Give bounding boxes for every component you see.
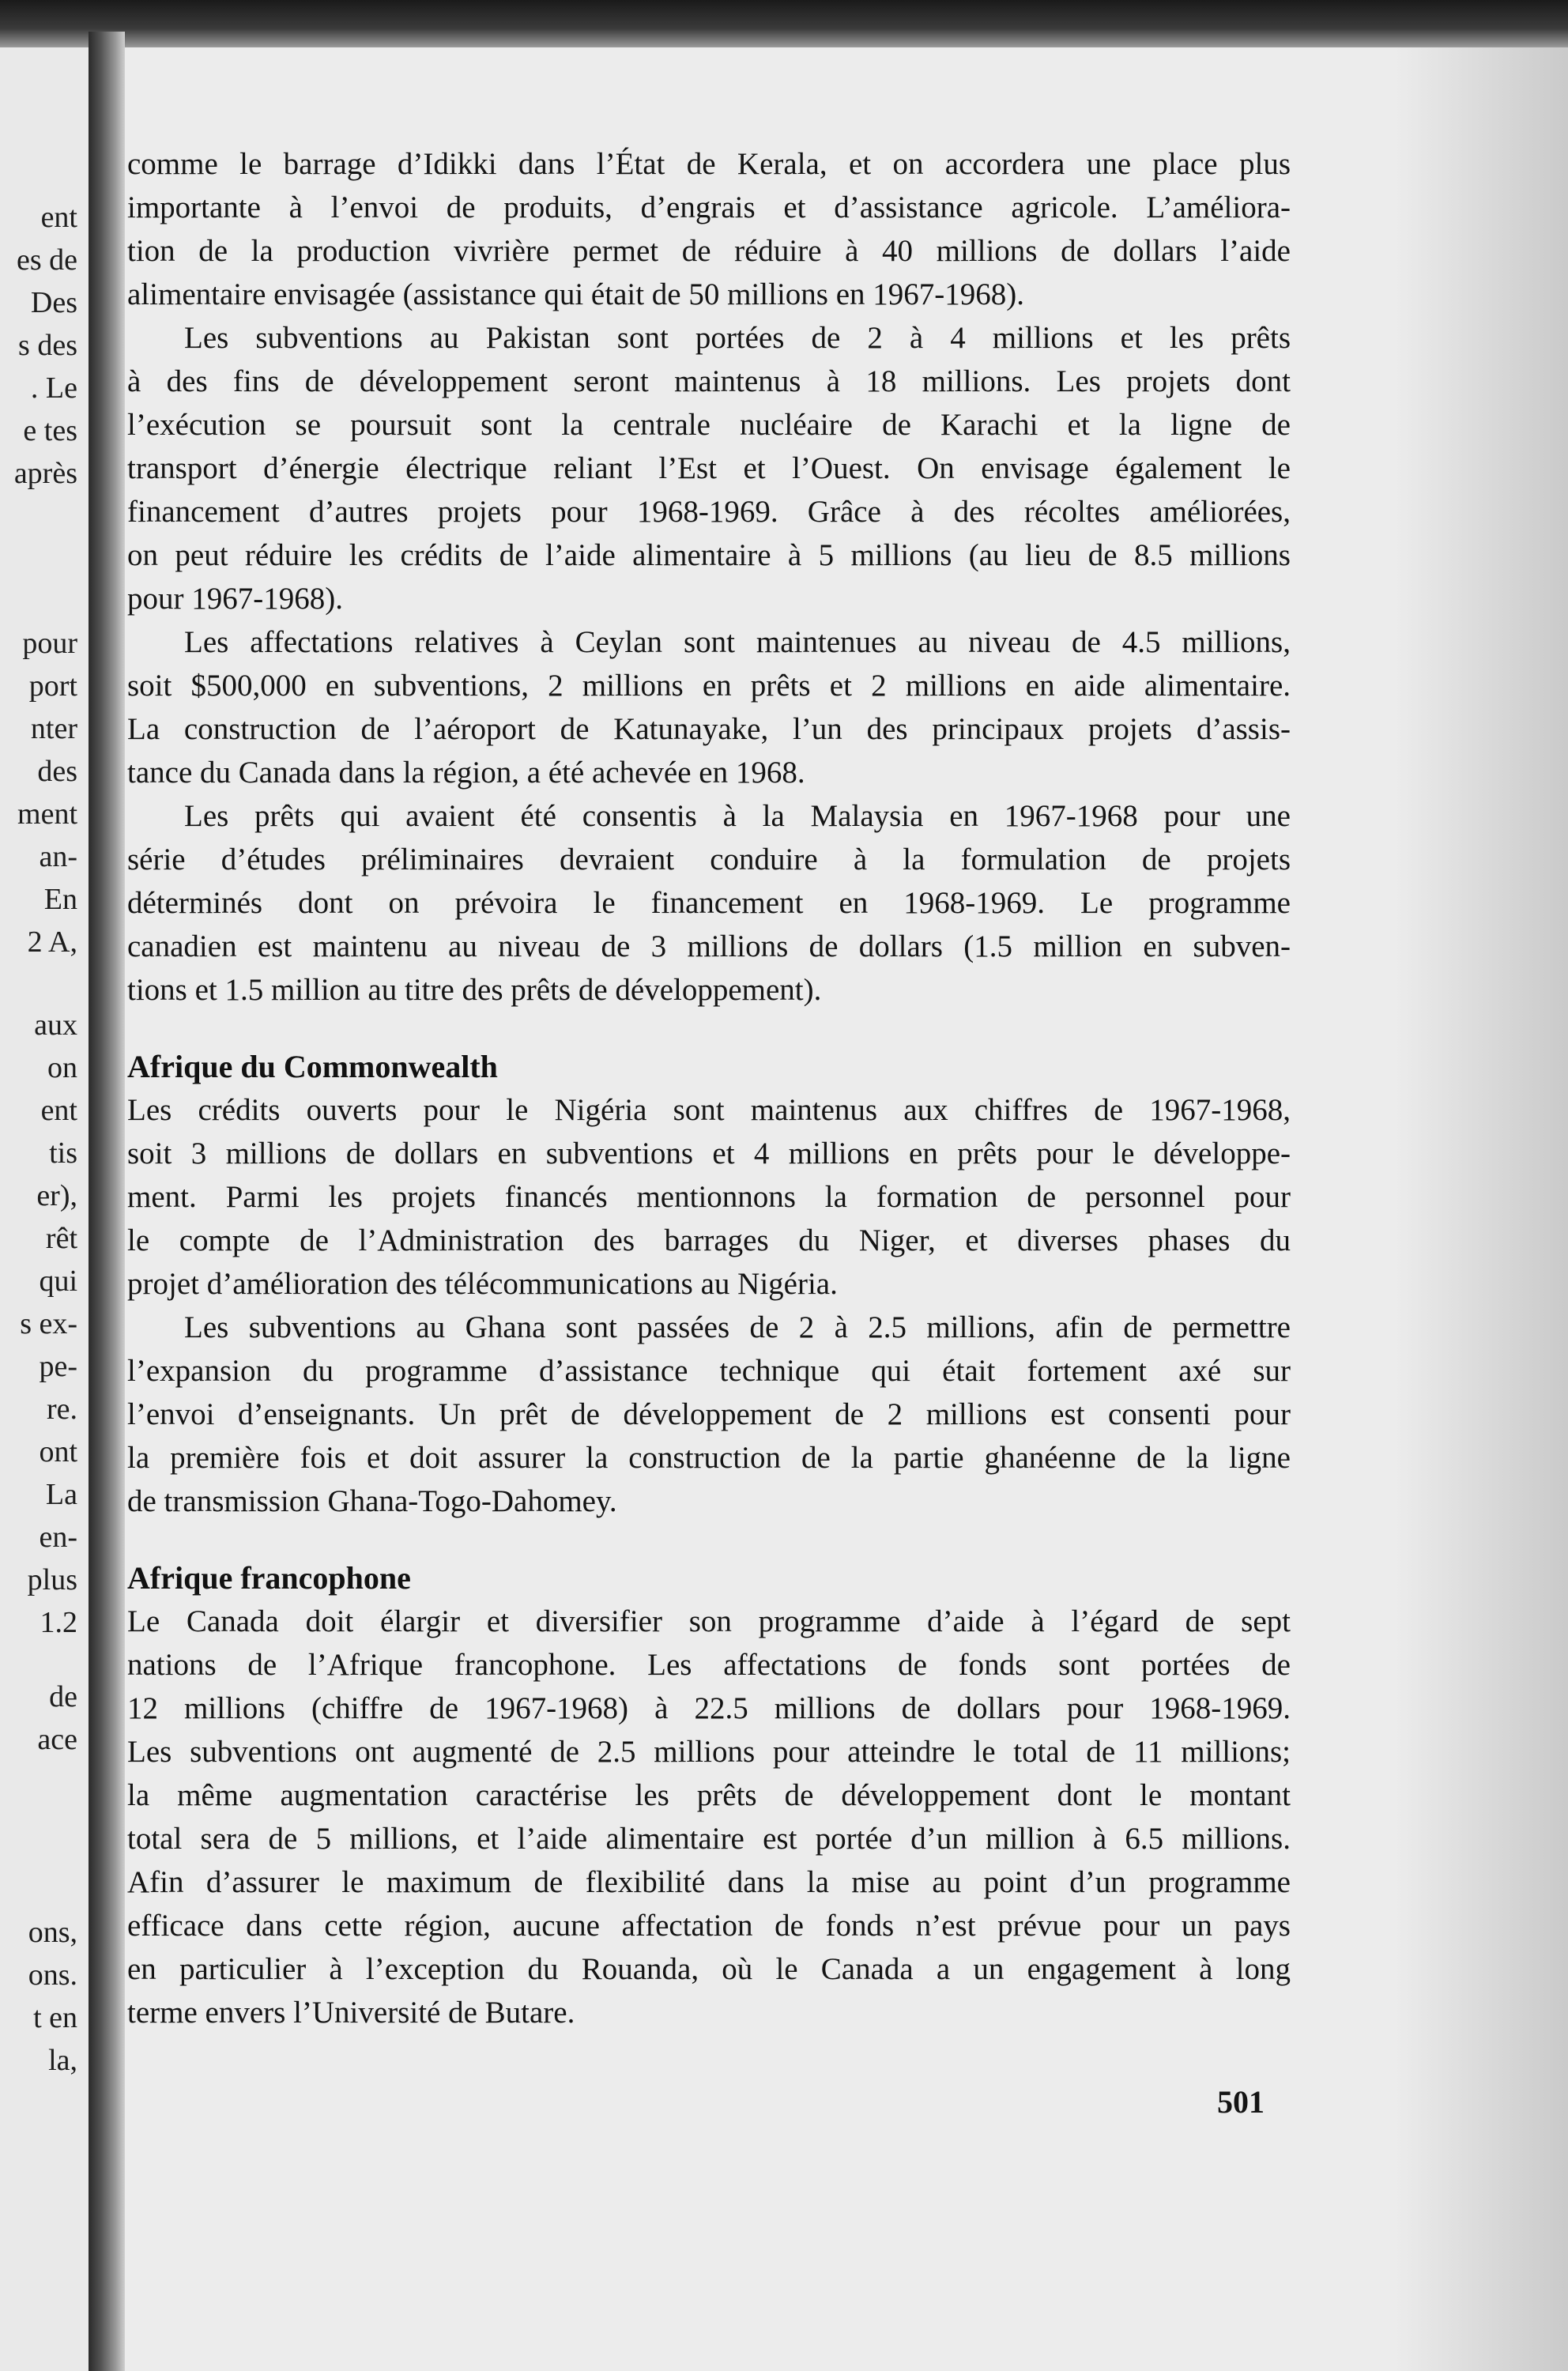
text-line: financement d’autres projets pour 1968-1969. Grâce à des récoltes améliorées, [127,495,1291,529]
book-page [125,47,1568,2371]
text-line: l’expansion du programme d’assistance technique qui était fortement axé sur [127,1354,1291,1388]
facing-text-fragment: plus [27,1563,77,1596]
scan-top-edge [0,0,1568,47]
facing-text-fragment: la, [48,2044,77,2077]
text-line: le compte de l’Administration des barrages du Niger, et diverses phases du [127,1223,1291,1257]
text-line: Les subventions au Pakistan sont portées de 2 à 4 millions et les prêts [184,321,1291,355]
text-line: terme envers l’Université de Butare. [127,1996,575,2030]
text-line: comme le barrage d’Idikki dans l’État de Kerala, et on accordera une place plus [127,147,1291,181]
text-line: la même augmentation caractérise les prêts de développement dont le montant [127,1778,1291,1812]
text-line: pour 1967-1968). [127,582,343,616]
text-line: projet d’amélioration des télécommunications au Nigéria. [127,1267,838,1301]
page-number: 501 [1217,2084,1265,2120]
text-line: Le Canada doit élargir et diversifier son programme d’aide à l’égard de sept [127,1604,1291,1638]
text-line: tions et 1.5 million au titre des prêts de développement). [127,973,822,1007]
text-line: série d’études préliminaires devraient conduire à la formulation de projets [127,842,1291,876]
text-line: la première fois et doit assurer la construction de la partie ghanéenne de la ligne [127,1441,1291,1475]
section-heading: Afrique du Commonwealth [127,1049,498,1084]
facing-text-fragment: nter [30,712,77,745]
text-line: soit 3 millions de dollars en subventions et 4 millions en prêts pour le développe- [127,1136,1291,1170]
facing-text-fragment: t en [33,2001,77,2034]
facing-text-fragment: ons, [28,1916,77,1949]
text-line: tion de la production vivrière permet de réduire à 40 millions de dollars l’aide [127,234,1291,268]
facing-text-fragment: La [45,1478,77,1511]
text-line: Les prêts qui avaient été consentis à la Malaysia en 1967-1968 pour une [184,799,1291,833]
facing-text-fragment: ons. [28,1958,77,1992]
facing-text-fragment: s ex- [20,1307,77,1340]
text-line: Les crédits ouverts pour le Nigéria sont maintenus aux chiffres de 1967-1968, [127,1093,1291,1127]
facing-text-fragment: ent [40,1094,77,1127]
facing-text-fragment: qui [39,1265,77,1298]
facing-text-fragment: ent [40,201,77,234]
text-line: soit $500,000 en subventions, 2 millions en prêts et 2 millions en aide alimentaire. [127,669,1291,703]
text-line: l’exécution se poursuit sont la centrale nucléaire de Karachi et la ligne de [127,408,1291,442]
facing-text-fragment: après [13,457,77,490]
text-line: l’envoi d’enseignants. Un prêt de développement de 2 millions est consenti pour [127,1397,1291,1431]
facing-text-fragment: de [49,1680,77,1713]
text-line: en particulier à l’exception du Rouanda, où le Canada a un engagement à long [127,1952,1291,1986]
text-line: alimentaire envisagée (assistance qui était de 50 millions en 1967-1968). [127,277,1024,311]
facing-text-fragment: e tes [23,414,77,447]
facing-text-fragment: Des [30,286,77,319]
text-line: à des fins de développement seront maintenus à 18 millions. Les projets dont [127,364,1291,398]
text-line: Les subventions ont augmenté de 2.5 millions pour atteindre le total de 11 millions; [127,1735,1291,1769]
book-gutter-shadow [89,32,125,2371]
text-line: ment. Parmi les projets financés mentionnons la formation de personnel pour [127,1180,1291,1214]
text-line: efficace dans cette région, aucune affectation de fonds n’est prévue pour un pays [127,1909,1291,1943]
facing-text-fragment: tis [49,1136,77,1170]
facing-text-fragment: En [43,883,77,916]
text-line: de transmission Ghana-Togo-Dahomey. [127,1484,617,1518]
text-line: 12 millions (chiffre de 1967-1968) à 22.5 millions de dollars pour 1968-1969. [127,1691,1291,1725]
text-line: canadien est maintenu au niveau de 3 millions de dollars (1.5 million en subven- [127,929,1291,963]
facing-text-fragment: pe- [39,1350,77,1383]
text-line: tance du Canada dans la région, a été achevée en 1968. [127,756,805,790]
text-line: Les subventions au Ghana sont passées de 2 à 2.5 millions, afin de permettre [184,1310,1291,1344]
text-line: La construction de l’aéroport de Katunayake, l’un des principaux projets d’assis- [127,712,1291,746]
section-heading: Afrique francophone [127,1560,411,1596]
facing-text-fragment: es de [16,243,77,277]
facing-text-fragment: 1.2 [40,1606,77,1639]
page-edge-shading [1394,47,1568,2371]
facing-text-fragment: an- [39,840,77,873]
facing-text-fragment: pour [22,627,77,660]
facing-text-fragment: ont [39,1435,77,1468]
text-line: Les affectations relatives à Ceylan sont maintenues au niveau de 4.5 millions, [184,625,1291,659]
facing-text-fragment: er), [36,1179,77,1212]
text-line: on peut réduire les crédits de l’aide alimentaire à 5 millions (au lieu de 8.5 millions [127,538,1291,572]
facing-text-fragment: s des [18,329,77,362]
facing-page-fragment [0,47,89,2371]
facing-text-fragment: re. [46,1393,77,1426]
text-line: total sera de 5 millions, et l’aide alimentaire est portée d’un million à 6.5 millions. [127,1822,1291,1856]
text-line: transport d’énergie électrique reliant l’Est et l’Ouest. On envisage également le [127,451,1291,485]
text-line: déterminés dont on prévoira le financement en 1968-1969. Le programme [127,886,1291,920]
facing-text-fragment: en- [39,1521,77,1554]
text-line: Afin d’assurer le maximum de flexibilité dans la mise au point d’un programme [127,1865,1291,1899]
facing-text-fragment: 2 A, [27,925,77,959]
facing-text-fragment: port [28,669,77,703]
facing-text-fragment: des [37,755,77,788]
facing-text-fragment: on [47,1051,77,1084]
facing-text-fragment: . Le [30,371,77,405]
facing-text-fragment: ment [17,797,77,831]
text-line: importante à l’envoi de produits, d’engrais et d’assistance agricole. L’améliora- [127,190,1291,224]
facing-text-fragment: ace [37,1723,77,1756]
text-line: nations de l’Afrique francophone. Les affectations de fonds sont portées de [127,1648,1291,1682]
facing-text-fragment: aux [34,1008,77,1042]
facing-text-fragment: rêt [45,1222,77,1255]
